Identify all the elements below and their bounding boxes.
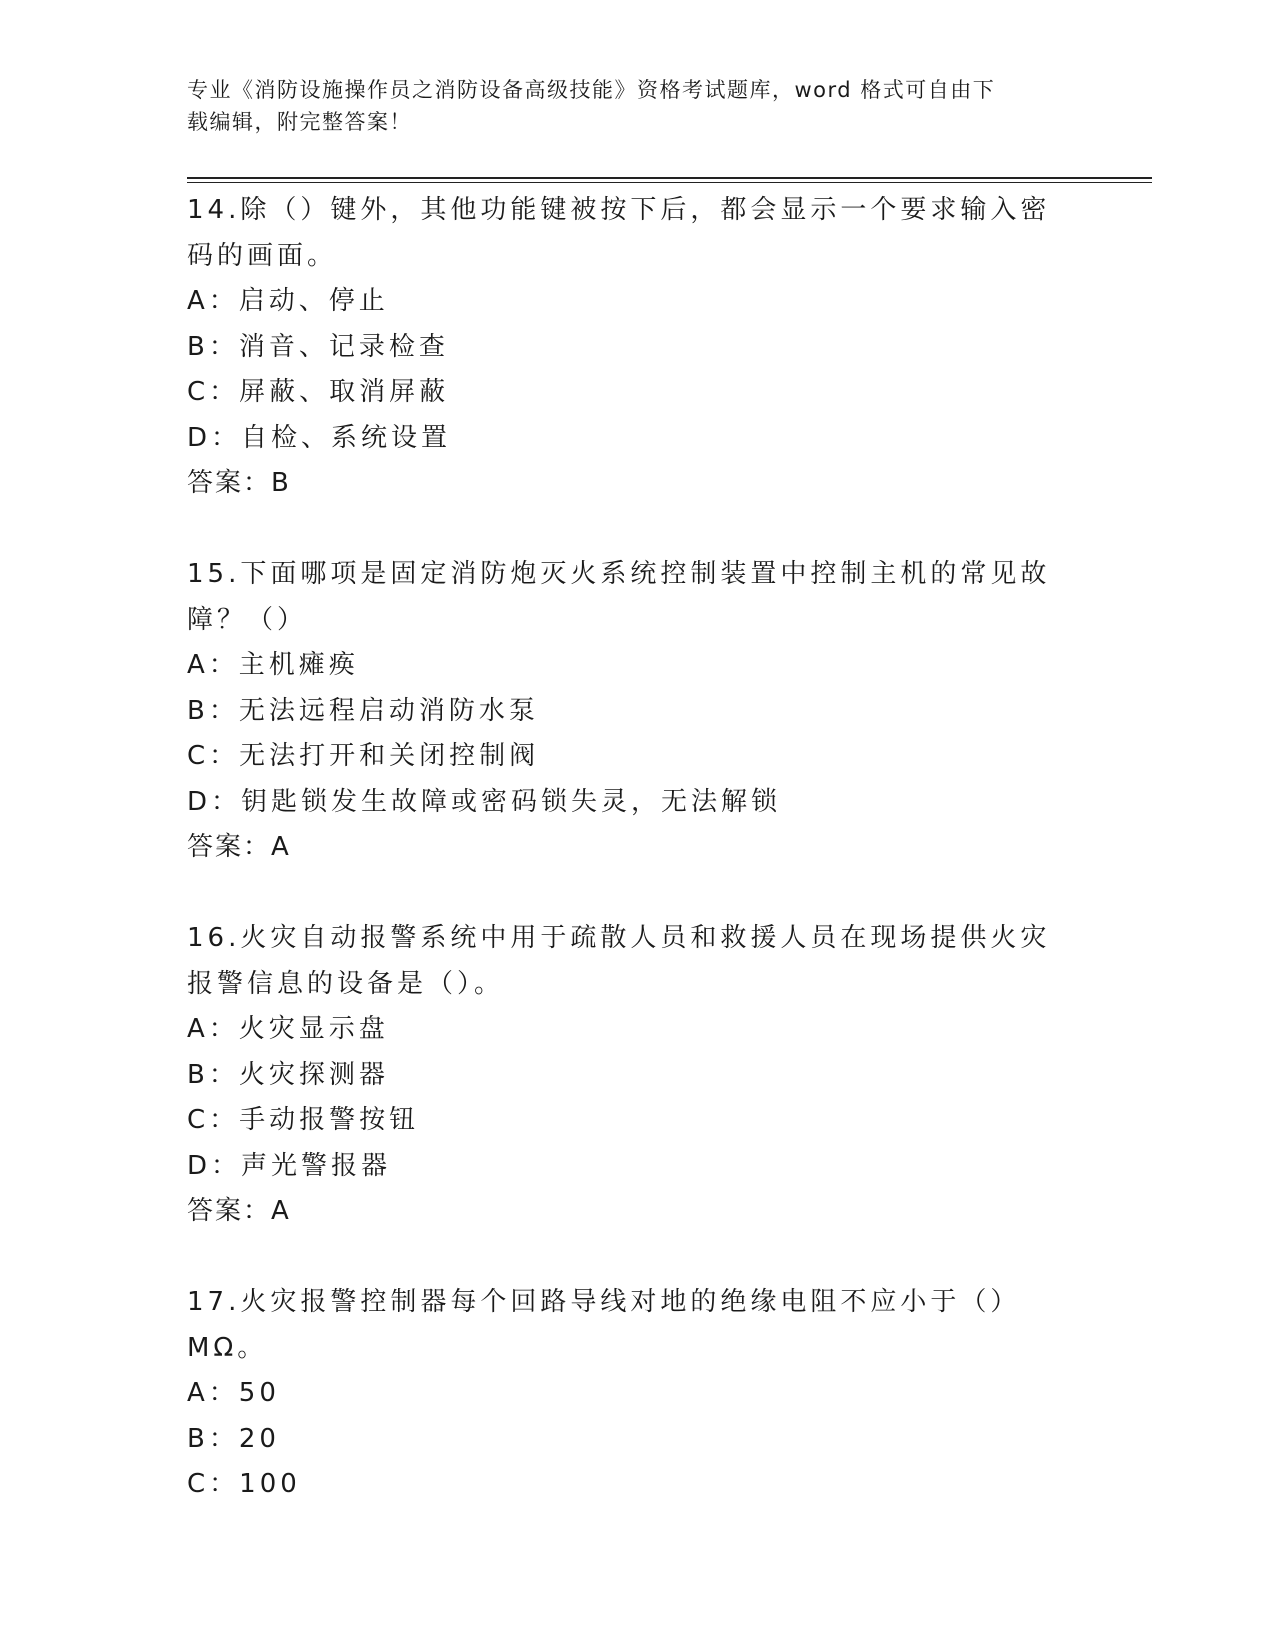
question-15	[187, 552, 1087, 871]
option-a: A：启动、停止	[187, 286, 389, 316]
header-line-2: 载编辑，附完整答案！	[187, 110, 412, 134]
header-rule-thin	[187, 182, 1152, 183]
document-header	[187, 74, 1067, 138]
option-d: D：自检、系统设置	[187, 422, 452, 453]
option-c: C：无法打开和关闭控制阀	[187, 741, 540, 771]
option-a: A：50	[187, 1378, 280, 1408]
question-stem: 15.下面哪项是固定消防炮灭火系统控制装置中控制主机的常见故障？（）	[187, 559, 1051, 635]
question-14	[187, 188, 1087, 507]
option-c: C：手动报警按钮	[187, 1105, 420, 1135]
option-d: D：钥匙锁发生故障或密码锁失灵，无法解锁	[187, 786, 782, 817]
answer-line: 答案：B	[187, 468, 291, 498]
question-stem: 17.火灾报警控制器每个回路导线对地的绝缘电阻不应小于（）MΩ。	[187, 1287, 1021, 1363]
option-b: B：火灾探测器	[187, 1059, 389, 1090]
header-line-1: 专业《消防设施操作员之消防设备高级技能》资格考试题库，word 格式可自由下	[187, 78, 996, 102]
option-d: D：声光警报器	[187, 1150, 392, 1181]
option-b: B：无法远程启动消防水泵	[187, 695, 539, 726]
question-17	[187, 1280, 1087, 1508]
question-stem: 16.火灾自动报警系统中用于疏散人员和救援人员在现场提供火灾报警信息的设备是（）。	[187, 923, 1051, 999]
option-a: A：火灾显示盘	[187, 1014, 389, 1044]
question-16	[187, 916, 1087, 1235]
answer-line: 答案：A	[187, 832, 291, 862]
question-list	[187, 188, 1087, 1508]
header-rule-thick	[187, 177, 1152, 179]
option-c: C：屏蔽、取消屏蔽	[187, 377, 450, 407]
question-stem: 14.除（）键外，其他功能键被按下后，都会显示一个要求输入密码的画面。	[187, 195, 1051, 271]
option-b: B：消音、记录检查	[187, 331, 449, 362]
option-b: B：20	[187, 1423, 280, 1454]
option-c: C：100	[187, 1469, 301, 1499]
answer-line: 答案：A	[187, 1196, 291, 1226]
option-a: A：主机瘫痪	[187, 650, 359, 680]
